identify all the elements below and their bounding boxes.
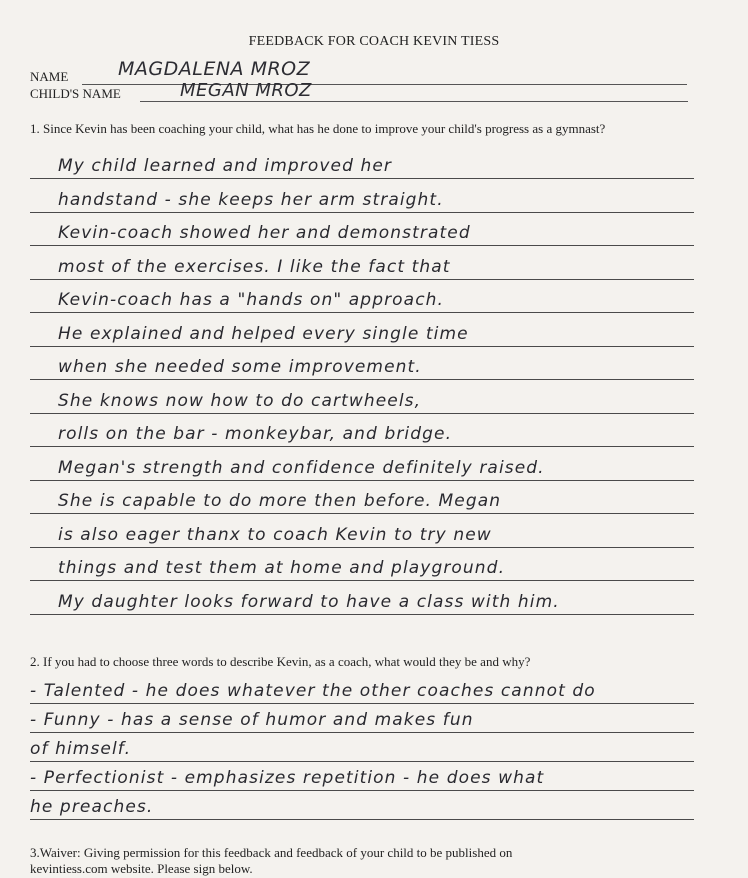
handwritten-answer-line: rolls on the bar - monkeybar, and bridge. [58, 424, 453, 444]
handwritten-answer-line: He explained and helped every single time [58, 323, 469, 344]
handwritten-answer-line: Kevin-coach showed her and demonstrated [58, 223, 471, 243]
answer-rule [30, 547, 694, 548]
answer-rule [30, 580, 694, 581]
handwritten-answer-line: handstand - she keeps her arm straight. [58, 189, 444, 210]
handwritten-answer-line: most of the exercises. I like the fact that [58, 256, 451, 277]
handwritten-answer-line: - Perfectionist - emphasizes repetition - he does what [30, 768, 545, 788]
handwritten-answer-line: is also eager thanx to coach Kevin to try new [58, 524, 492, 545]
handwritten-answer-line: he preaches. [30, 797, 154, 817]
answer-rule [30, 790, 694, 791]
handwritten-answer-line: of himself. [30, 739, 132, 759]
child-name-line [140, 101, 688, 102]
answer-rule [30, 312, 694, 313]
name-line [82, 84, 687, 85]
answer-rule [30, 703, 694, 704]
child-name-value: MEGAN MROZ [180, 80, 312, 101]
answer-rule [30, 819, 694, 820]
child-name-label: CHILD'S NAME [30, 86, 121, 101]
answer-rule [30, 513, 694, 514]
answer-rule [30, 732, 694, 733]
waiver-line-2: kevintiess.com website. Please sign below. [30, 861, 253, 876]
answer-rule [30, 279, 694, 280]
handwritten-answer-line: things and test them at home and playground. [58, 558, 506, 578]
handwritten-answer-line: She knows now how to do cartwheels, [58, 390, 422, 411]
form-title: FEEDBACK FOR COACH KEVIN TIESS [248, 34, 500, 49]
answer-rule [30, 761, 694, 762]
handwritten-answer-line: when she needed some improvement. [58, 357, 422, 377]
handwritten-answer-line: Megan's strength and confidence definitely raised. [58, 457, 545, 478]
answer-rule [30, 379, 694, 380]
handwritten-answer-line: - Talented - he does whatever the other coaches cannot do [30, 681, 596, 701]
answer-rule [30, 413, 694, 414]
answer-rule [30, 245, 694, 246]
handwritten-answer-line: My child learned and improved her [58, 156, 392, 176]
answer-rule [30, 480, 694, 481]
answer-rule [30, 614, 694, 615]
handwritten-answer-line: Kevin-coach has a "hands on" approach. [58, 290, 445, 310]
answer-rule [30, 446, 694, 447]
handwritten-answer-line: - Funny - has a sense of humor and makes fun [30, 710, 474, 730]
name-value: MAGDALENA MROZ [118, 58, 311, 80]
handwritten-answer-line: My daughter looks forward to have a class with him. [58, 591, 560, 612]
answer-rule [30, 178, 694, 179]
handwritten-answer-line: She is capable to do more then before. Megan [58, 491, 502, 511]
waiver-line-1: 3.Waiver: Giving permission for this feedback and feedback of your child to be published on [30, 845, 513, 860]
answer-rule [30, 212, 694, 213]
answer-rule [30, 346, 694, 347]
name-label: NAME [30, 69, 69, 84]
question-1: 1. Since Kevin has been coaching your child, what has he done to improve your child's progress as a gymnast? [30, 121, 606, 136]
question-2: 2. If you had to choose three words to describe Kevin, as a coach, what would they be and why? [30, 654, 531, 669]
